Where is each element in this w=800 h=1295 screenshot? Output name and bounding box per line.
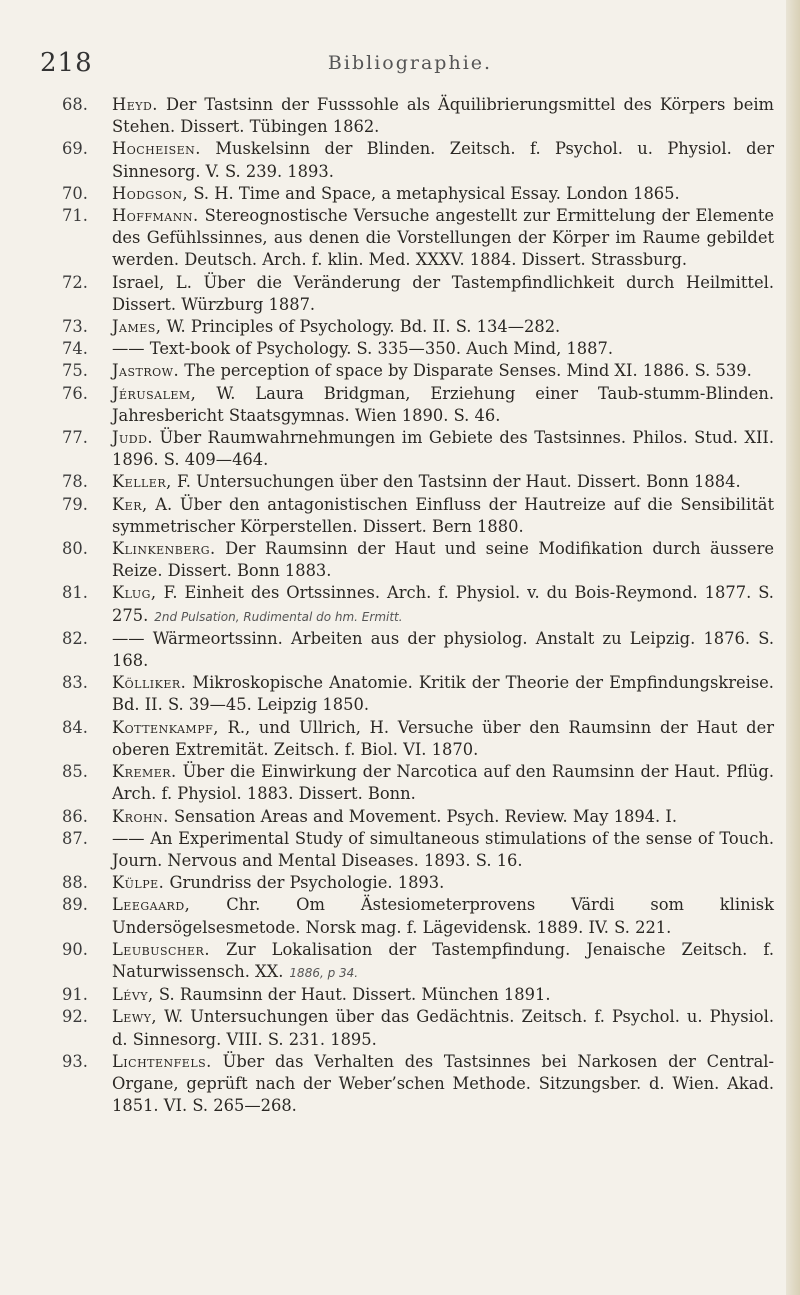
entry-number: 72. <box>62 272 88 292</box>
running-head: Bibliographie. <box>327 52 493 74</box>
entry-citation: Über die Einwirkung der Narcotica auf den Raumsinn der Haut. Pflüg. Arch. f. Physiol. 1883. Dissert. Bonn. <box>112 762 774 804</box>
page-header <box>40 48 780 78</box>
entry-author: Ker, <box>112 494 148 514</box>
entry-author: Jastrow. <box>112 361 180 381</box>
entry-number: 91. <box>62 985 88 1005</box>
entry-text <box>112 628 774 672</box>
bibliography-entry <box>62 383 774 427</box>
entry-number: 80. <box>62 539 88 559</box>
entry-author: Lewy, <box>112 1007 158 1027</box>
entry-text <box>112 1006 774 1050</box>
entry-text <box>112 939 774 984</box>
entry-number: 75. <box>62 361 88 381</box>
entry-citation: —— Text-book of Psychology. S. 335—350. Auch Mind, 1887. <box>112 339 614 359</box>
entry-author: Leubuscher. <box>112 939 210 959</box>
entry-citation: Mikroskopische Anatomie. Kritik der Theorie der Empfindungskreise. Bd. II. S. 39—45. Leipzig 1850. <box>112 673 774 715</box>
entry-author: Klinkenberg. <box>112 539 216 559</box>
page-edge <box>786 0 800 1295</box>
entry-number: 89. <box>62 895 88 915</box>
entry-citation: Über das Verhalten des Tastsinnes bei Narkosen der Central-Organe, geprüft nach der Weber’schen Methode. Sitzungsber. d. Wien. Akad. 1851. VI. S. 265—268. <box>112 1051 774 1116</box>
entry-number: 82. <box>62 628 88 648</box>
entry-citation: S. H. Time and Space, a metaphysical Essay. London 1865. <box>188 183 680 203</box>
bibliography-entry <box>62 316 774 338</box>
entry-text <box>112 338 774 360</box>
entry-citation: The perception of space by Disparate Senses. Mind XI. 1886. S. 539. <box>179 361 752 381</box>
entry-text <box>112 672 774 716</box>
entry-citation: W. Principles of Psychology. Bd. II. S. 134—282. <box>161 317 561 337</box>
entry-author: Külpe. <box>112 873 165 893</box>
entry-text <box>112 872 774 894</box>
entry-citation: F. Untersuchungen über den Tastsinn der Haut. Dissert. Bonn 1884. <box>171 472 741 492</box>
entry-text <box>112 761 774 805</box>
bibliography-entry <box>62 806 774 828</box>
entry-citation: Der Raumsinn der Haut und seine Modifikation durch äussere Reize. Dissert. Bonn 1883. <box>112 539 774 581</box>
bibliography-entry <box>62 672 774 716</box>
entry-author: Klug, <box>112 583 157 603</box>
entry-number: 88. <box>62 873 88 893</box>
entry-number: 74. <box>62 339 88 359</box>
entry-author: Hoffmann. <box>112 206 199 226</box>
entry-number: 87. <box>62 828 88 848</box>
entry-text <box>112 984 774 1006</box>
bibliography-entry <box>62 939 774 984</box>
entry-citation: —— An Experimental Study of simultaneous stimulations of the sense of Touch. Journ. Nervous and Mental Diseases. 1893. S. 16. <box>112 828 774 870</box>
entry-text <box>112 316 774 338</box>
entry-number: 68. <box>62 95 88 114</box>
entry-citation: Über Raumwahrnehmungen im Gebiete des Tastsinnes. Philos. Stud. XII. 1896. S. 409—464. <box>112 428 774 470</box>
entry-author: Jérusalem, <box>112 383 197 403</box>
entry-text <box>112 806 774 828</box>
bibliography-entry <box>62 494 774 538</box>
entry-citation: W. Untersuchungen über das Gedächtnis. Zeitsch. f. Psychol. u. Physiol. d. Sinnesorg. VIII. S. 231. 1895. <box>112 1007 774 1049</box>
entry-text <box>112 828 774 872</box>
entry-citation: Muskelsinn der Blinden. Zeitsch. f. Psychol. u. Physiol. der Sinnesorg. V. S. 239. 1893. <box>112 139 774 181</box>
entry-text <box>112 471 774 493</box>
entry-text <box>112 272 774 316</box>
entry-text <box>112 94 774 138</box>
bibliography-entry <box>62 205 774 272</box>
entry-citation: F. Einheit des Ortssinnes. Arch. f. Physiol. v. du Bois-Reymond. 1877. S. 275. <box>112 583 774 625</box>
entry-author: Kottenkampf, <box>112 717 219 737</box>
entry-number: 79. <box>62 494 88 514</box>
entry-number: 70. <box>62 183 88 203</box>
entry-author: Kölliker. <box>112 673 187 693</box>
entry-citation: Sensation Areas and Movement. Psych. Review. May 1894. I. <box>168 806 678 826</box>
bibliography-entry <box>62 894 774 938</box>
entry-number: 81. <box>62 583 88 603</box>
entry-author: Leegaard, <box>112 895 191 915</box>
entry-text <box>112 205 774 272</box>
bibliography-entry <box>62 138 774 182</box>
entry-number: 85. <box>62 762 88 782</box>
entry-citation: Stereognostische Versuche angestellt zur Ermittelung der Elemente des Gefühlssinnes, aus denen die Vorstellungen der Körper im Raume gebildet werden. Deutsch. Arch. f. klin. Med. XXXV. 1884. Dissert. Strassburg. <box>112 206 774 270</box>
bibliography-entry <box>62 94 774 138</box>
entry-number: 90. <box>62 939 88 959</box>
bibliography-entry <box>62 984 774 1006</box>
entry-citation: Chr. Om Ästesiometerprovens Värdi som klinisk Undersögelsesmetode. Norsk mag. f. Lägevidensk. 1889. IV. S. 221. <box>112 895 774 937</box>
entry-citation: —— Wärmeortssinn. Arbeiten aus der physiolog. Anstalt zu Leipzig. 1876. S. 168. <box>112 628 774 671</box>
entry-author: Lichtenfels. <box>112 1051 212 1071</box>
entry-text <box>112 360 774 382</box>
bibliography-entry <box>62 272 774 316</box>
entry-citation: Grundriss der Psychologie. 1893. <box>164 873 445 893</box>
entry-number: 73. <box>62 317 88 337</box>
entry-author: Heyd. <box>112 95 158 114</box>
page-number: 218 <box>40 48 93 78</box>
bibliography-entry <box>62 717 774 761</box>
entry-text <box>112 383 774 427</box>
bibliography-entry <box>62 761 774 805</box>
entry-citation: A. Über den antagonistischen Einfluss der Hautreize auf die Sensibilität symmetrischer Körperstellen. Dissert. Bern 1880. <box>112 494 774 536</box>
bibliography-entry <box>62 1006 774 1050</box>
entry-citation: Zur Lokalisation der Tastempfindung. Jenaische Zeitsch. f. Naturwissensch. XX. <box>112 939 774 981</box>
entry-citation: Israel, L. Über die Veränderung der Tastempfindlichkeit durch Heilmittel. Dissert. Würzburg 1887. <box>112 272 774 314</box>
handwritten-note: 1886, p 34. <box>289 965 359 980</box>
bibliography-entry <box>62 183 774 205</box>
entry-author: Krohn. <box>112 806 169 826</box>
entry-text <box>112 138 774 182</box>
entry-number: 71. <box>62 206 88 226</box>
entry-text <box>112 1051 774 1118</box>
entry-number: 86. <box>62 806 88 826</box>
entry-number: 93. <box>62 1051 88 1071</box>
bibliography-entry <box>62 471 774 493</box>
entry-number: 77. <box>62 428 88 448</box>
entry-number: 78. <box>62 472 88 492</box>
bibliography-list <box>62 94 774 1117</box>
entry-text <box>112 717 774 761</box>
entry-author: Keller, <box>112 472 172 492</box>
entry-author: Lévy, <box>112 985 154 1005</box>
entry-text <box>112 427 774 471</box>
entry-number: 83. <box>62 673 88 693</box>
entry-number: 76. <box>62 383 88 403</box>
handwritten-note: 2nd Pulsation, Rudimental do hm. Ermitt. <box>154 609 403 624</box>
entry-text <box>112 894 774 938</box>
entry-number: 92. <box>62 1007 88 1027</box>
entry-author: Judd. <box>112 428 154 448</box>
bibliography-entry <box>62 1051 774 1118</box>
entry-text <box>112 494 774 538</box>
entry-author: Kremer. <box>112 762 177 782</box>
entry-citation: R., und Ullrich, H. Versuche über den Raumsinn der Haut der oberen Extremität. Zeitsch. f. Biol. VI. 1870. <box>112 717 774 759</box>
entry-author: Hocheisen. <box>112 139 201 159</box>
bibliography-entry <box>62 628 774 672</box>
entry-author: Hodgson, <box>112 183 189 203</box>
entry-citation: S. Raumsinn der Haut. Dissert. München 1891. <box>153 985 551 1005</box>
bibliography-entry <box>62 427 774 471</box>
entry-citation: W. Laura Bridgman, Erziehung einer Taub-stumm-Blinden. Jahresbericht Staatsgymnas. Wien 1890. S. 46. <box>112 383 774 425</box>
bibliography-entry <box>62 538 774 582</box>
entry-number: 69. <box>62 139 88 159</box>
bibliography-entry <box>62 360 774 382</box>
entry-citation: Der Tastsinn der Fusssohle als Äquilibrierungsmittel des Körpers beim Stehen. Dissert. Tübingen 1862. <box>112 95 774 137</box>
entry-text <box>112 183 774 205</box>
bibliography-entry <box>62 872 774 894</box>
entry-text <box>112 538 774 582</box>
entry-author: James, <box>112 317 162 337</box>
entry-number: 84. <box>62 717 88 737</box>
entry-text <box>112 582 774 627</box>
bibliography-entry <box>62 338 774 360</box>
bibliography-entry <box>62 828 774 872</box>
bibliography-entry <box>62 582 774 627</box>
